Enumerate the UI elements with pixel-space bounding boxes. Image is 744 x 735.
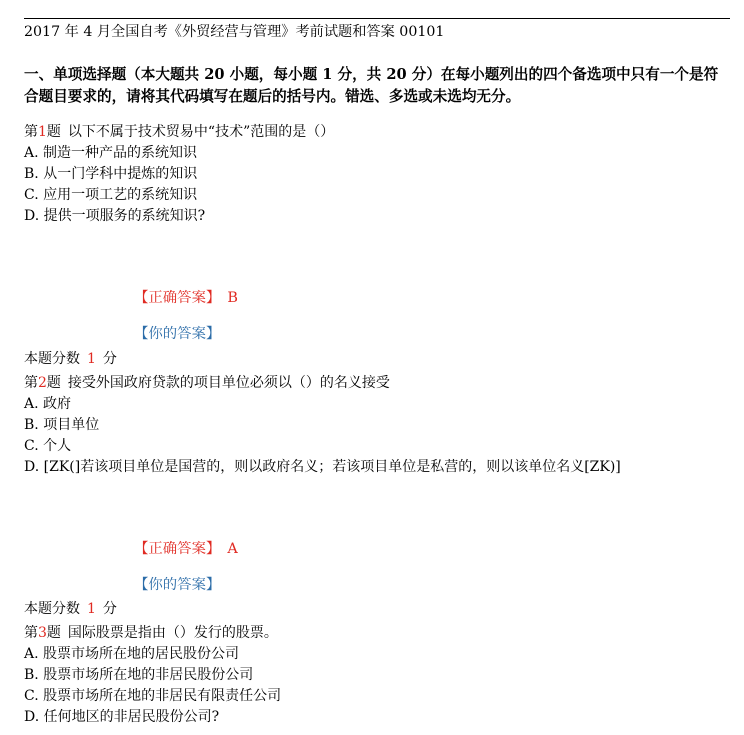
score-value: 1: [87, 601, 96, 617]
question-number: 3: [38, 625, 47, 641]
score-label: 本题分数: [24, 351, 80, 367]
correct-answer-1: [134, 288, 238, 309]
question-prefix: 第: [24, 124, 38, 140]
question-number: 2: [38, 375, 47, 391]
question-2-heading: [24, 373, 390, 394]
option-c: C. 应用一项工艺的系统知识: [24, 187, 198, 203]
question-suffix: 题: [46, 375, 61, 391]
option-c: C. 股票市场所在地的非居民有限责任公司: [24, 688, 282, 704]
correct-answer-value: B: [227, 290, 238, 306]
correct-answer-2: [134, 539, 238, 560]
question-text: 国际股票是指由（）发行的股票。: [67, 625, 278, 641]
question-prefix: 第: [24, 625, 38, 641]
option-a: A. 制造一种产品的系统知识: [24, 145, 198, 161]
score-label: 本题分数: [24, 601, 80, 617]
question-3-heading: [24, 623, 278, 644]
option-a: A. 政府: [24, 396, 72, 412]
question-suffix: 题: [46, 625, 61, 641]
document-title: 2017 年 4 月全国自考《外贸经营与管理》考前试题和答案 00101: [24, 24, 445, 40]
option-b: B. 项目单位: [24, 417, 100, 433]
question-text: 接受外国政府贷款的项目单位必须以（）的名义接受: [67, 375, 390, 391]
score-unit: 分: [102, 601, 117, 617]
question-prefix: 第: [24, 375, 38, 391]
score-value: 1: [87, 351, 96, 367]
question-text: 以下不属于技术贸易中“技术”范围的是（）: [67, 124, 335, 140]
option-a: A. 股票市场所在地的居民股份公司: [24, 646, 240, 662]
score-1: [24, 349, 117, 370]
question-1-heading: [24, 122, 334, 143]
option-c: C. 个人: [24, 438, 72, 454]
score-unit: 分: [102, 351, 117, 367]
section-heading: 一、单项选择题（本大题共 20 小题，每小题 1 分，共 20 分）在每小题列出的四个备选项中只有一个是符合题目要求的，请将其代码填写在题后的括号内。错选、多选或未选均无分。: [24, 66, 719, 105]
score-2: [24, 599, 117, 620]
correct-answer-label: 【正确答案】: [134, 290, 221, 306]
your-answer-1: 【你的答案】: [134, 326, 221, 342]
correct-answer-value: A: [227, 541, 238, 557]
option-b: B. 股票市场所在地的非居民股份公司: [24, 667, 254, 683]
option-d: D. 提供一项服务的系统知识?: [24, 208, 206, 224]
option-d: D. 任何地区的非居民股份公司?: [24, 709, 220, 725]
question-suffix: 题: [46, 124, 61, 140]
question-number: 1: [38, 124, 47, 140]
correct-answer-label: 【正确答案】: [134, 541, 221, 557]
option-d: D. [ZK(]若该项目单位是国营的，则以政府名义；若该项目单位是私营的，则以该单位名义[ZK)]: [24, 459, 621, 475]
top-divider: [24, 18, 730, 19]
your-answer-2: 【你的答案】: [134, 577, 221, 593]
option-b: B. 从一门学科中提炼的知识: [24, 166, 198, 182]
